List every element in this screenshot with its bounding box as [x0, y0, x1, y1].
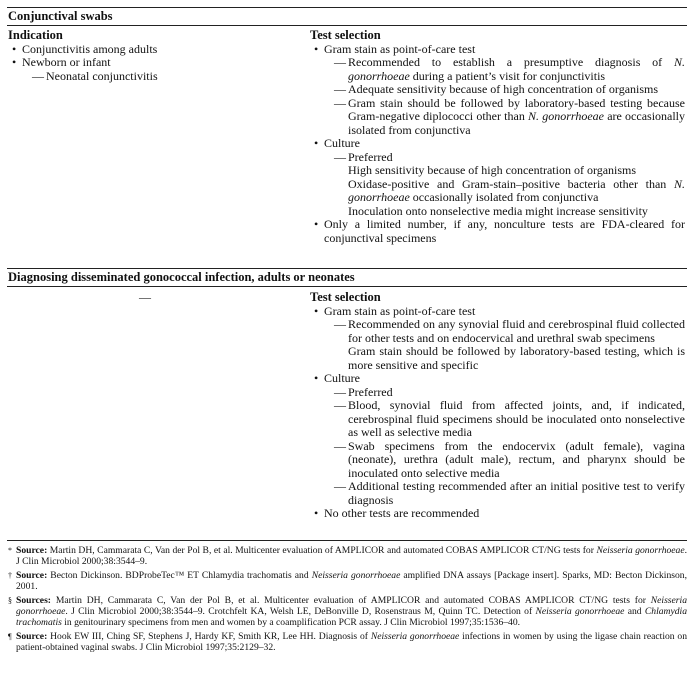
section-title-disseminated: Diagnosing disseminated gonococcal infection, adults or neonates	[8, 270, 355, 284]
list-subitem: — Swab specimens from the endocervix (adult female), vagina (neonate), urethra (adult male), rectum, and pharynx should be inoculated onto selective media	[310, 440, 685, 481]
list-subitem: — Recommended to establish a presumptive diagnosis of N. gonorrhoeae during a patient’s visit for conjunctivitis	[310, 56, 685, 83]
list-subitem: — Neonatal conjunctivitis	[8, 70, 298, 84]
list-subitem: — Recommended on any synovial fluid and cerebrospinal fluid collected for other tests and on endocervical and urethral swab specimens	[310, 318, 685, 345]
footnote: ¶ Source: Hook EW III, Ching SF, Stephens J, Hardy KF, Smith KR, Lee HH. Diagnosis of Neisseria gonorrhoeae infections in women by using the ligase chain reaction on patient-obtained vaginal swabs. J Clin Microbiol 1997;35:2129–32.	[8, 631, 688, 653]
section-title-conjunctival: Conjunctival swabs	[8, 9, 113, 23]
indication-column	[8, 29, 298, 83]
list-item: • Gram stain as point-of-care test	[310, 305, 685, 319]
indication-none-dash: —	[139, 290, 151, 304]
footnote-mark: ¶	[8, 632, 12, 641]
list-item: • Conjunctivitis among adults	[8, 43, 298, 57]
indication-heading: Indication	[8, 28, 63, 42]
test-selection-column	[310, 29, 685, 245]
test-selection-column-2	[310, 291, 685, 521]
footnote: * Source: Martin DH, Cammarata C, Van der Pol B, et al. Multicenter evaluation of AMPLICOR and automated COBAS AMPLICOR CT/NG tests for Neisseria gonorrhoeae. J Clin Microbiol 2000;38:3544–9.	[8, 545, 688, 567]
list-subitem-text: Inoculation onto nonselective media might increase sensitivity	[348, 203, 648, 218]
footnote-mark: †	[8, 571, 12, 580]
list-item: • No other tests are recommended	[310, 507, 685, 521]
footnote-mark: *	[8, 546, 12, 555]
list-subitem-text: Gram stain should be followed by laboratory-based testing, which is more sensitive and specific	[348, 344, 685, 372]
list-subitem-text: High sensitivity because of high concentration of organisms	[348, 163, 637, 177]
list-subitem: — Preferred	[310, 151, 685, 165]
section-rule	[7, 268, 687, 269]
list-item: • Gram stain as point-of-care test	[310, 43, 685, 57]
list-item: • Culture	[310, 372, 685, 386]
list-item: • Only a limited number, if any, nonculture tests are FDA-cleared for conjunctival specimens	[310, 218, 685, 245]
footnote-mark: §	[8, 596, 12, 605]
list-subitem: — Gram stain should be followed by laboratory-based testing because Gram-negative diplococci other than N. gonorrhoeae are occasionally isolated from conjunctiva	[310, 97, 685, 138]
bottom-rule	[7, 540, 687, 541]
top-rule	[7, 7, 687, 8]
list-item: • Culture	[310, 137, 685, 151]
section-rule	[7, 25, 687, 26]
test-selection-heading: Test selection	[310, 28, 381, 42]
list-subitem: — Preferred	[310, 386, 685, 400]
list-subitem: — Adequate sensitivity because of high concentration of organisms	[310, 83, 685, 97]
list-item: • Newborn or infant	[8, 56, 298, 70]
test-selection-heading: Test selection	[310, 290, 381, 304]
list-subitem: — Blood, synovial fluid from affected joints, and, if indicated, cerebrospinal fluid specimens should be inoculated onto nonselective as well as selective media	[310, 399, 685, 440]
section-rule	[7, 286, 687, 287]
list-subitem: — Additional testing recommended after an initial positive test to verify diagnosis	[310, 480, 685, 507]
footnote: § Sources: Martin DH, Cammarata C, Van der Pol B, et al. Multicenter evaluation of AMPLICOR and automated COBAS AMPLICOR CT/NG tests for Neisseria gonorrhoeae. J Clin Microbiol 2000;38:3544–9. Crotchfelt KA, Welsh LE, DeBonville D, Rosenstraus M, Quinn TC. Detection of Neisseria gonorrhoeae and Chlamydia trachomatis in genitourinary specimens from men and women by a coamplification PCR assay. J Clin Microbiol 1997;35:1536–40.	[8, 595, 687, 628]
list-subitem-text: Oxidase-positive and Gram-stain–positive bacteria other than N. gonorrhoeae occasionally isolated from conjunctiva	[348, 176, 685, 204]
footnote: † Source: Becton Dickinson. BDProbeTec™ ET Chlamydia trachomatis and Neisseria gonorrhoeae amplified DNA assays [Package insert]. Sparks, MD: Becton Dickinson, 2001.	[8, 570, 687, 592]
